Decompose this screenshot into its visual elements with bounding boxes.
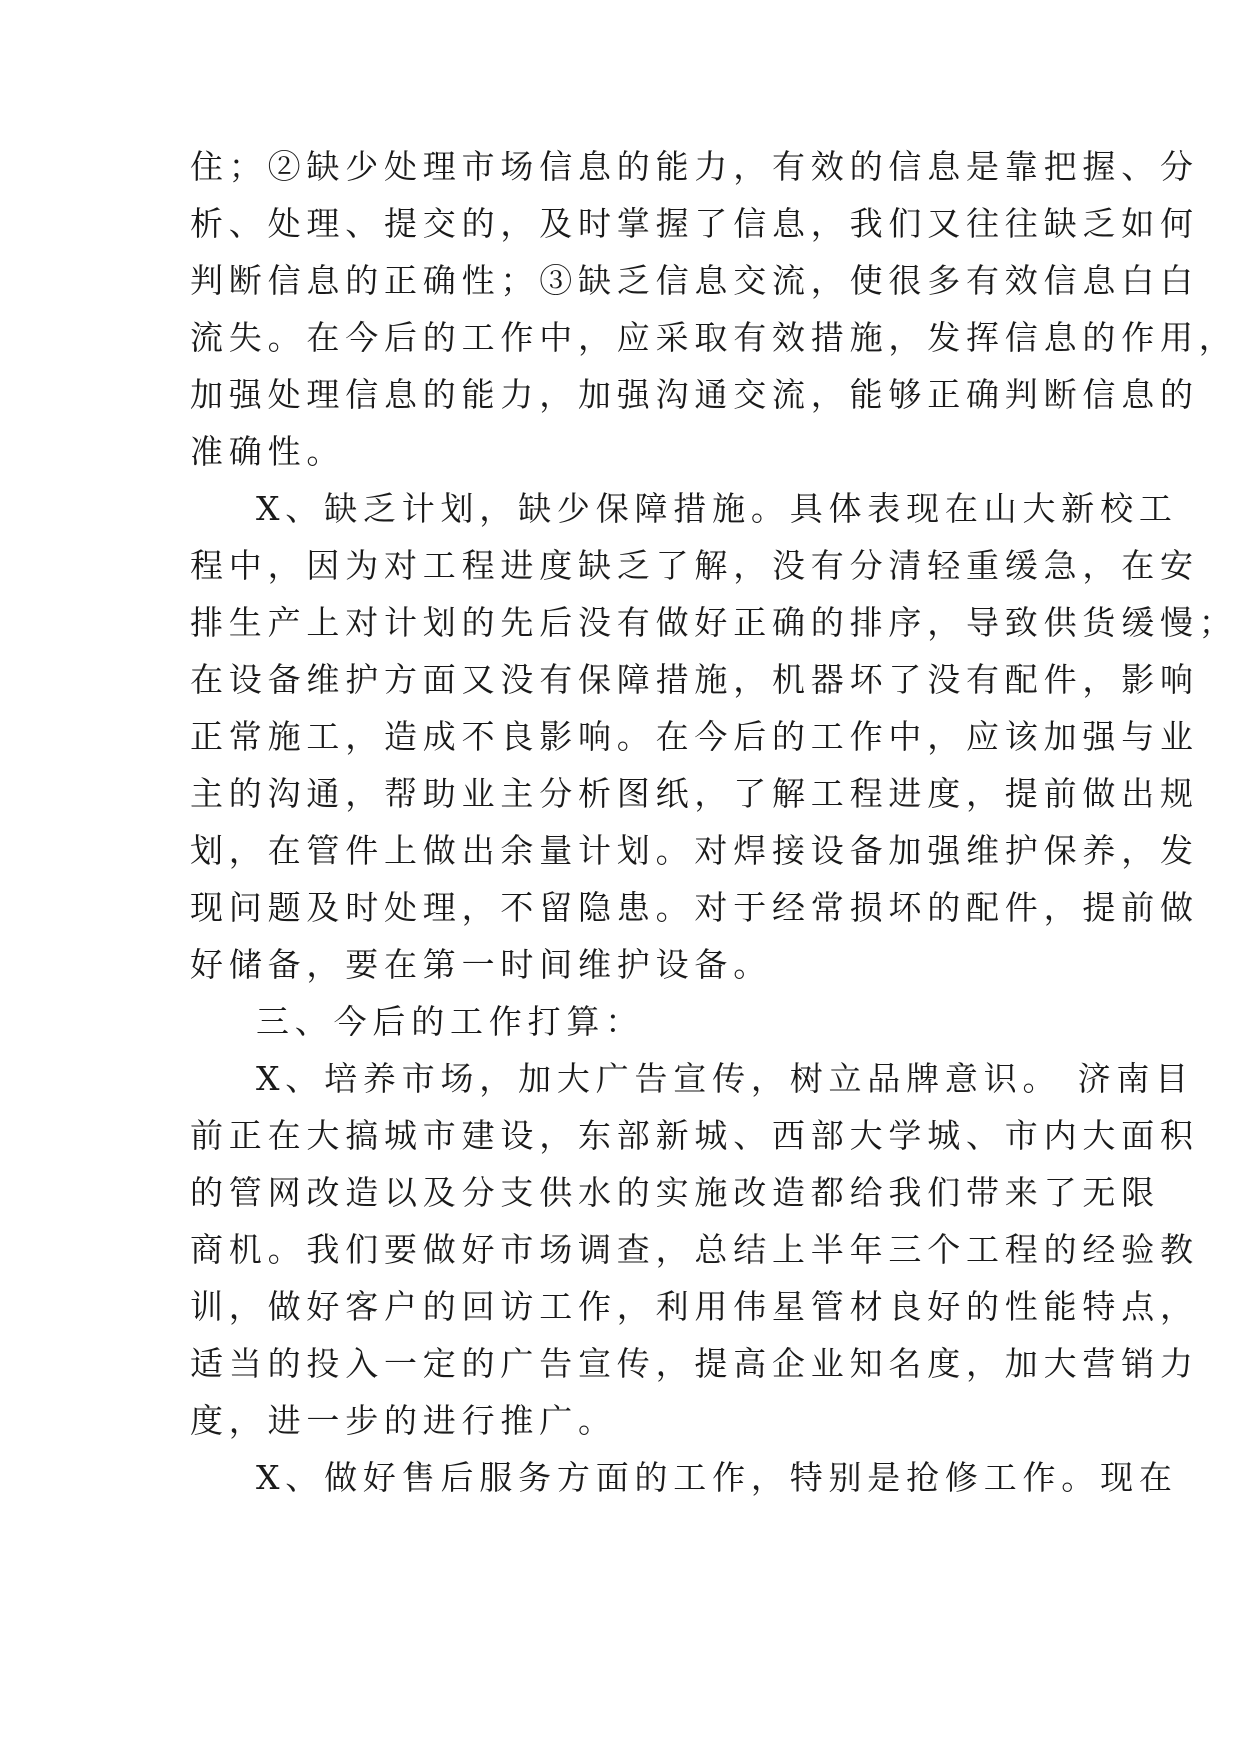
text-line: 适当的投入一定的广告宣传，提高企业知名度，加大营销力 xyxy=(190,1344,1199,1383)
paragraph-first-line: X、做好售后服务方面的工作，特别是抢修工作。现在 xyxy=(256,1458,1178,1497)
text-line: 析、处理、提交的，及时掌握了信息，我们又往往缺乏如何 xyxy=(190,204,1199,243)
text-line: 判断信息的正确性；③缺乏信息交流，使很多有效信息白白 xyxy=(190,261,1199,300)
section-heading: 三、今后的工作打算： xyxy=(256,1002,644,1041)
text-line: 排生产上对计划的先后没有做好正确的排序，导致供货缓慢； xyxy=(190,603,1238,642)
text-line: 程中，因为对工程进度缺乏了解，没有分清轻重缓急，在安 xyxy=(190,546,1199,585)
paragraph-first-line: X、缺乏计划，缺少保障措施。具体表现在山大新校工 xyxy=(256,489,1178,528)
text-line: 在设备维护方面又没有保障措施，机器坏了没有配件，影响 xyxy=(190,660,1199,699)
text-line: 度，进一步的进行推广。 xyxy=(190,1401,617,1440)
text-line: 前正在大搞城市建设，东部新城、西部大学城、市内大面积 xyxy=(190,1116,1199,1155)
paragraph-first-line: X、培养市场，加大广告宣传，树立品牌意识。 济南目 xyxy=(256,1059,1194,1098)
text-line: 划，在管件上做出余量计划。对焊接设备加强维护保养，发 xyxy=(190,831,1199,870)
text-line: 的管网改造以及分支供水的实施改造都给我们带来了无限 xyxy=(190,1173,1160,1212)
text-line: 住；②缺少处理市场信息的能力，有效的信息是靠把握、分 xyxy=(190,147,1199,186)
text-line: 好储备，要在第一时间维护设备。 xyxy=(190,945,772,984)
text-line: 主的沟通，帮助业主分析图纸，了解工程进度，提前做出规 xyxy=(190,774,1199,813)
text-line: 商机。我们要做好市场调查，总结上半年三个工程的经验教 xyxy=(190,1230,1199,1269)
text-line: 加强处理信息的能力，加强沟通交流，能够正确判断信息的 xyxy=(190,375,1199,414)
text-line: 现问题及时处理，不留隐患。对于经常损坏的配件，提前做 xyxy=(190,888,1199,927)
text-line: 正常施工，造成不良影响。在今后的工作中，应该加强与业 xyxy=(190,717,1199,756)
text-line: 准确性。 xyxy=(190,432,346,471)
text-line: 流失。在今后的工作中，应采取有效措施，发挥信息的作用， xyxy=(190,318,1238,357)
text-line: 训，做好客户的回访工作，利用伟星管材良好的性能特点， xyxy=(190,1287,1199,1326)
